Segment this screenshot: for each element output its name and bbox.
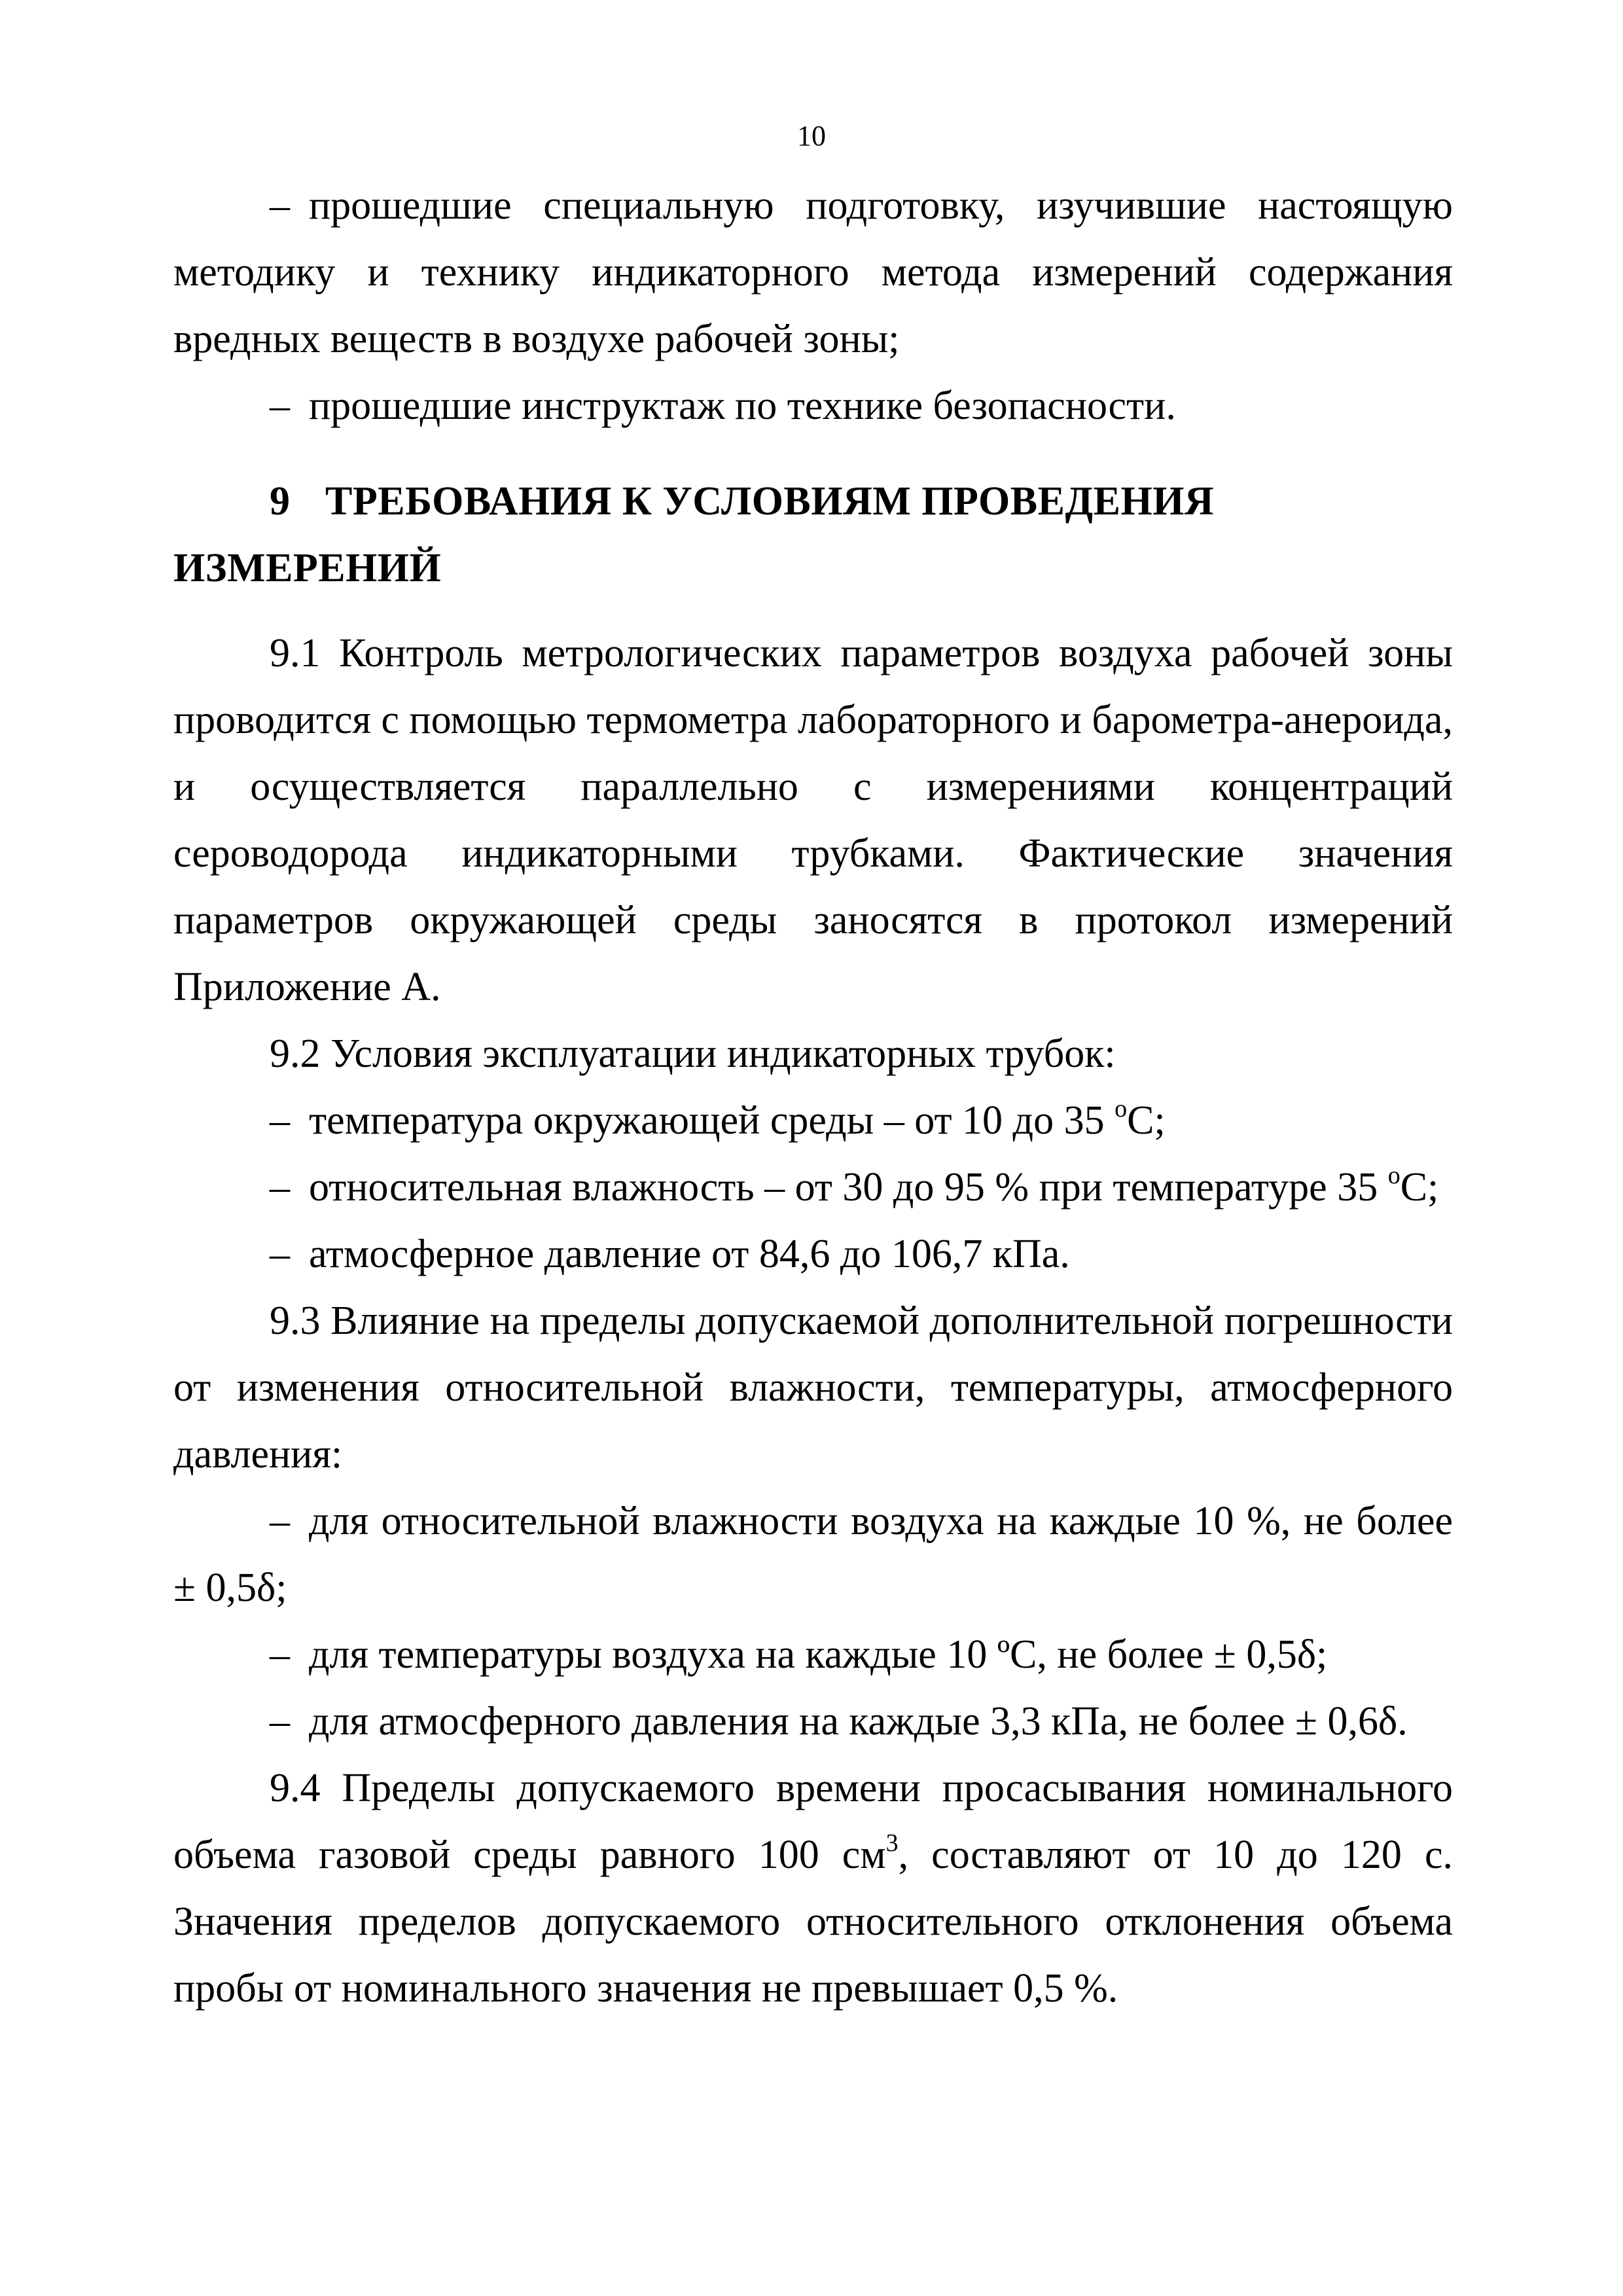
paragraph-text-end: , составляют от 10 до 120 с. Значения пределов допускаемого относительного отклонения объема пробы от номинального значения не превышает 0,5 %.: [173, 1833, 1454, 2011]
dash-marker: –: [270, 1098, 290, 1143]
list-item-text: атмосферное давление от 84,6 до 106,7 кПа.: [309, 1232, 1070, 1276]
list-item: [173, 1688, 1453, 1755]
dash-marker: –: [270, 1232, 290, 1276]
paragraph-9-1: 9.1 Контроль метрологических параметров воздуха рабочей зоны проводится с помощью термометра лабораторного и барометра-анероида, и осуществляется параллельно с измерениями концентраций сероводорода индикаторными трубками. Фактические значения параметров окружающей среды заносятся в протокол измерений Приложение А.: [173, 631, 1453, 1009]
list-item-text: прошедшие инструктаж по технике безопасности.: [309, 384, 1176, 428]
list-item: [173, 372, 1453, 439]
list-item-text: температура окружающей среды – от 10 до 35: [309, 1098, 1115, 1143]
list-item: [173, 1221, 1453, 1287]
list-item-text-end: С;: [1400, 1165, 1439, 1210]
section-number: 9: [270, 479, 291, 524]
list-item-text: относительная влажность – от 30 до 95 % при температуре 35: [309, 1165, 1388, 1210]
list-item: [173, 1488, 1453, 1621]
dash-marker: –: [270, 1165, 290, 1210]
list-item: [173, 172, 1453, 372]
list-item: [173, 1087, 1453, 1154]
list-item-text-end: С;: [1127, 1098, 1166, 1143]
page-number: 10: [797, 120, 826, 152]
dash-marker: –: [270, 1499, 290, 1543]
list-item: [173, 1154, 1453, 1221]
section-title: ТРЕБОВАНИЯ К УСЛОВИЯМ ПРОВЕДЕНИЯ ИЗМЕРЕНИЙ: [173, 479, 1215, 590]
section-heading: [173, 468, 1453, 601]
paragraph-9-3-intro: 9.3 Влияние на пределы допускаемой дополнительной погрешности от изменения относительной влажности, температуры, атмосферного давления:: [173, 1299, 1453, 1477]
list-item-text: прошедшие специальную подготовку, изучившие настоящую методику и технику индикаторного метода измерений содержания вредных веществ в воздухе рабочей зоны;: [173, 183, 1453, 361]
list-item-text: для атмосферного давления на каждые 3,3 кПа, не более ± 0,6δ.: [309, 1699, 1408, 1744]
dash-marker: –: [270, 183, 290, 228]
list-item: [173, 1621, 1453, 1688]
document-body: [173, 172, 1453, 2022]
dash-marker: –: [270, 384, 290, 428]
degree-superscript: о: [1387, 1162, 1400, 1189]
dash-marker: –: [270, 1632, 290, 1677]
degree-superscript: о: [1115, 1095, 1128, 1122]
list-item-text: для температуры воздуха на каждые 10 ºС, не более ± 0,5δ;: [309, 1632, 1328, 1677]
list-item-text: для относительной влажности воздуха на каждые 10 %, не более ± 0,5δ;: [173, 1499, 1453, 1610]
paragraph-9-4: [173, 1755, 1453, 2022]
dash-marker: –: [270, 1699, 290, 1744]
paragraph-text: 9.4 Пределы допускаемого времени просасывания номинального объема газовой среды равного 100 см: [173, 1766, 1453, 1877]
paragraph-9-2-intro: 9.2 Условия эксплуатации индикаторных трубок:: [270, 1031, 1116, 1076]
cubic-superscript: 3: [885, 1829, 899, 1857]
